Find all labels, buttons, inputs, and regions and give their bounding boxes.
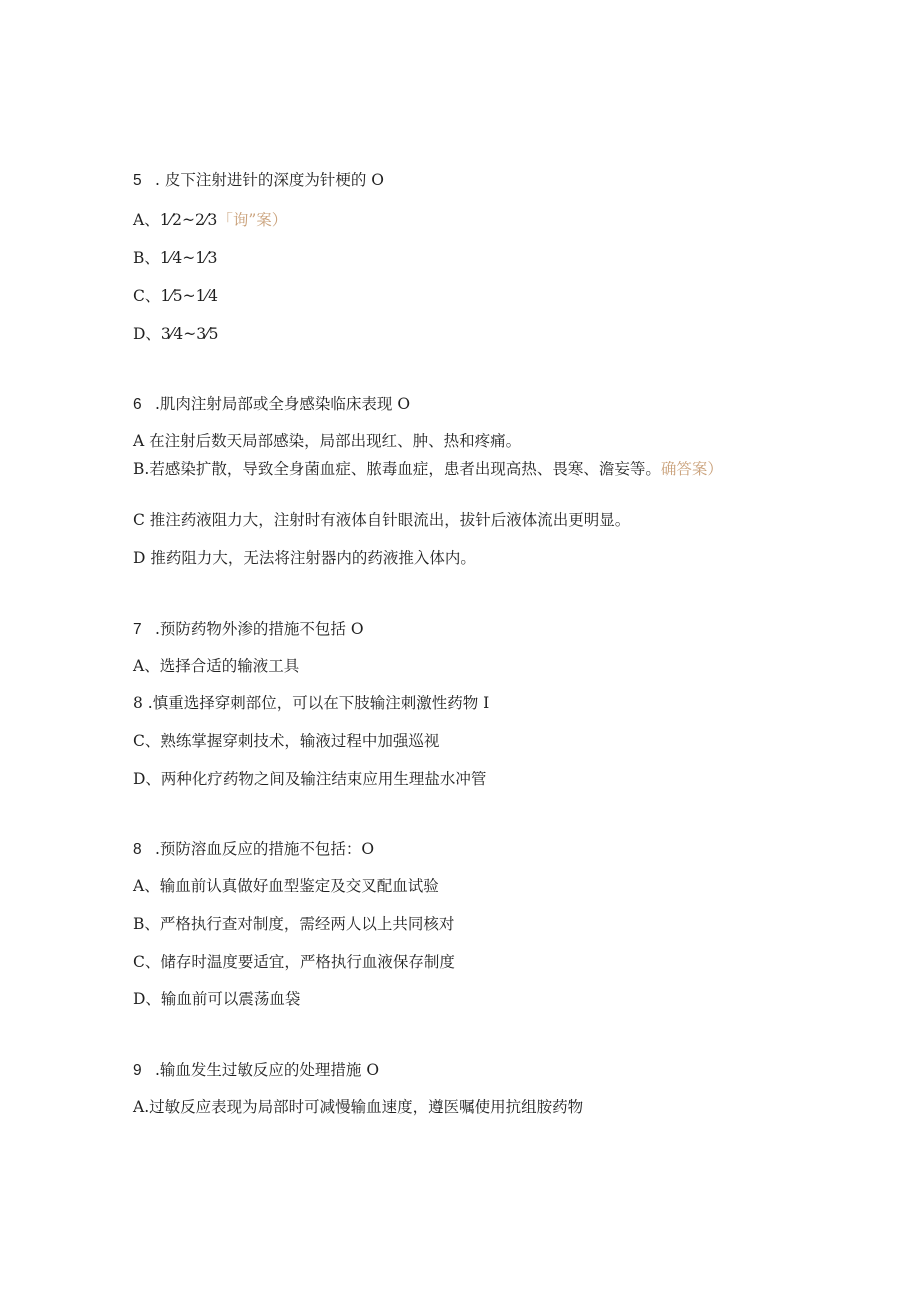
option-text: D、两种化疗药物之间及输注结束应用生理盐水冲管 [133,770,487,788]
question-7-option-b [133,692,489,714]
question-number: 8 [133,841,142,858]
question-stem-text: .预防溶血反应的措施不包括：O [155,840,375,858]
question-8-stem [133,838,374,861]
question-9-stem [133,1059,379,1082]
question-number: 9 [133,1062,142,1079]
option-text: B.若感染扩散，导致全身菌血症、脓毒血症，患者出现高热、畏寒、澹妄等。 [133,460,661,478]
option-text: B、1⁄4~1⁄3 [133,249,218,267]
option-text: C、1⁄5~1⁄4 [133,287,218,305]
question-7-option-a [133,655,299,677]
question-number: 7 [133,621,142,638]
question-6-stem [133,393,410,416]
option-text: D、输血前可以震荡血袋 [133,990,301,1008]
option-text: C、储存时温度要适宜，严格执行血液保存制度 [133,953,455,971]
question-5-option-a [133,209,287,231]
question-5-option-d [133,323,219,345]
question-8-option-b [133,913,454,935]
option-text: D、3⁄4~3⁄5 [133,325,219,343]
question-7-option-d [133,768,486,790]
option-text: A.过敏反应表现为局部时可减慢输血速度，遵医嘱使用抗组胺药物 [133,1098,584,1116]
option-text: B、严格执行查对制度，需经两人以上共同核对 [133,915,455,933]
question-6-option-d [133,547,476,569]
question-8-option-d [133,988,300,1010]
question-8-option-c [133,951,455,973]
question-stem-text: .预防药物外渗的措施不包括 O [155,620,364,638]
question-5-stem [133,169,384,192]
answer-mark: 确答案） [660,460,723,478]
option-text: A 在注射后数天局部感染，局部出现红、肿、热和疼痛。 [133,432,522,450]
question-stem-text: .输血发生过敏反应的处理措施 O [155,1061,380,1079]
question-number: 5 [133,172,142,189]
question-number: 6 [133,396,142,413]
question-5-option-c [133,285,218,307]
option-text: C、熟练掌握穿刺技术，输液过程中加强巡视 [133,732,440,750]
option-text: A、输血前认真做好血型鉴定及交叉配血试验 [133,877,439,895]
option-text: 8 .慎重选择穿刺部位，可以在下肢输注刺激性药物 I [133,694,490,712]
question-8-option-a [133,875,439,897]
question-7-option-c [133,730,439,752]
option-text: C 推注药液阻力大，注射时有液体自针眼流出，拔针后液体流出更明显。 [133,511,631,529]
question-5-option-b [133,247,218,269]
question-6-option-c [133,509,630,531]
question-stem-text: . 皮下注射进针的深度为针梗的 O [155,171,384,189]
question-7-stem [133,618,364,641]
question-6-option-a [133,430,521,452]
option-text: A、1⁄2~2⁄3 [133,211,218,229]
question-9-option-a [133,1096,583,1118]
question-6-option-b [133,457,753,481]
answer-mark: 「询”案） [217,211,288,229]
option-text: D 推药阻力大，无法将注射器内的药液推入体内。 [133,549,476,567]
option-text: A、选择合适的输液工具 [133,657,300,675]
question-stem-text: .肌肉注射局部或全身感染临床表现 O [155,395,411,413]
